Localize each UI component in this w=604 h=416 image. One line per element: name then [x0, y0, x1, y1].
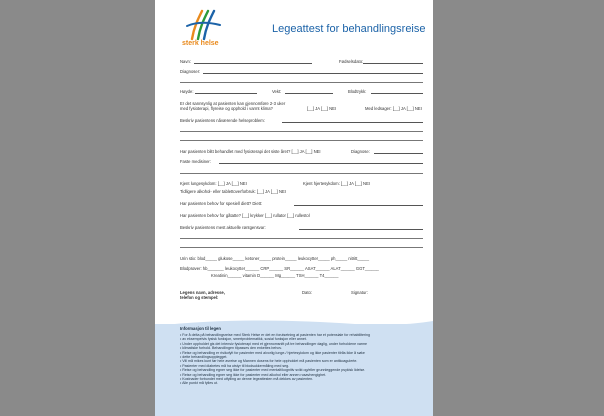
info-bullet: • dette behandlingsopplegget.	[180, 355, 415, 359]
label-rontgen: Beskriv pasientens mest aktuelle røntgensvar:	[180, 225, 266, 230]
info-bullet: • Under oppholdet gis det intensiv fysioterapi med et gjennomsnitt på tre behandlinger daglig, under forholdene varme	[180, 342, 415, 346]
info-bullet: • av eksempelvis fysisk funksjon, smertproblematikk, sosial funksjon eller annet.	[180, 337, 415, 341]
question-ledsager[interactable]: Med ledsager: [__] JA [__] NEI	[365, 106, 422, 111]
field-diagnoser-line[interactable]	[180, 82, 423, 83]
question-ganghjelpemiddel[interactable]: Har pasienten behov for gåtatte? [__] krykker [__] rullator [__] rullestol	[180, 213, 310, 218]
field-diagnose[interactable]	[374, 153, 423, 154]
label-beskriv-helse: Beskriv pasientens nåværende helseproblem:	[180, 118, 265, 123]
field-medisiner[interactable]	[219, 163, 423, 164]
info-bullet: • klimatiske forhold. Behandlingen tilpasses den enkeltes behov.	[180, 346, 415, 350]
info-bullet: • Reise og behandling egner seg ikke for pasienter med mentalt/kognitiv svikt og/eller grunnleggende psykisk lidelse.	[180, 368, 415, 372]
question-alkohol[interactable]: Tidligere alkohol- eller tablettoverforbruk: [__] JA [__] NEI	[180, 189, 286, 194]
field-hoyde[interactable]	[195, 93, 257, 94]
label-signatur: Signatur:	[351, 290, 368, 295]
field-blodtrykk[interactable]	[371, 93, 423, 94]
question-hjertesykdom[interactable]: Kjent hjertesykdom: [__] JA [__] NEI	[303, 181, 371, 186]
field-rontgen[interactable]	[299, 229, 423, 230]
label-legens-navn: Legens navn, adresse,	[180, 290, 225, 295]
label-fodselsdato: Fødselsdato:	[339, 59, 364, 64]
document-page	[155, 0, 433, 416]
field-navn[interactable]	[194, 63, 312, 64]
question-gjennomfore-2: med fysioterapi, flyreise og opphold i varmt klima?	[180, 106, 273, 111]
field-fodselsdato[interactable]	[363, 63, 423, 64]
label-diagnose: Diagnose:	[351, 149, 370, 154]
logo-text: sterk helse	[182, 40, 219, 47]
info-bullet-list	[180, 333, 415, 386]
row-blodprover[interactable]: Blodprøver: hb_______ leukocytter______ CRP______ SR______ ASAT______ ALAT______ GGT______	[180, 266, 379, 271]
field-medisiner-line[interactable]	[180, 173, 423, 174]
question-fysioterapi[interactable]: Har pasienten blitt behandlet med fysioterapi det siste året? [__] JA [__] NEI	[180, 149, 321, 154]
info-bullet: • Alle punkt må fylles ut.	[180, 381, 415, 385]
info-bullet: • For å delta på behandlingsreise med Sterk Helse er det en forutsetning at pasienten har et potensiale for rehabilitering	[180, 333, 415, 337]
info-bullet: • Reise og behandling egner seg ikke for pasienter med alkohol eller annen rusavhengighet.	[180, 373, 415, 377]
field-vekt[interactable]	[285, 93, 333, 94]
question-lungesykdom[interactable]: Kjent lungesykdom: [__] JA [__] NEI	[180, 181, 247, 186]
label-hoyde: Høyde:	[180, 89, 194, 94]
field-diett[interactable]	[294, 205, 423, 206]
page-title: Legeattest for behandlingsreise	[272, 23, 426, 35]
field-rontgen-line-1[interactable]	[180, 238, 423, 239]
field-rontgen-line-2[interactable]	[180, 247, 423, 248]
field-beskriv-helse[interactable]	[282, 122, 423, 123]
label-blodtrykk: Blodtrykk:	[348, 89, 367, 94]
label-legens-telefon: telefon og stempel:	[180, 295, 219, 300]
label-navn: Navn:	[180, 59, 191, 64]
label-diagnoser: Diagnoser:	[180, 69, 201, 74]
info-bullet: • Reise og behandling er risikofylt for pasienter med alvorlig lunge-/ hjertesykdom og ikke pasienter tilrås ikke å søke	[180, 351, 415, 355]
label-vekt: Vekt:	[272, 89, 282, 94]
info-bullet: • Kostnader forbundet med utfylling av denne legeattesten må dekkes av pasienten.	[180, 377, 415, 381]
label-diett: Har pasienten behov for spesiell diett? Diett:	[180, 201, 263, 206]
field-diagnoser[interactable]	[203, 73, 423, 74]
question-gjennomfore-options[interactable]: [__] JA [__] NEI	[307, 106, 337, 111]
field-beskriv-helse-line-2[interactable]	[180, 140, 423, 141]
info-bullet: • Vill må mikes kunt før hele avreise og Mannen dosens for hele oppholdet må pasienten som er antikoagulerte.	[180, 359, 415, 363]
row-blodprover-2[interactable]: Kreatinin______ vitamin D______ Mg______ TSH______ T4______	[211, 273, 339, 278]
label-medisiner: Faste medisiner:	[180, 159, 211, 164]
row-urin-stix[interactable]: Urin stix: blod_____ glukose_____ ketoner_____ protein_____ leukocytter_____ ph_____ nitritt_____	[180, 256, 370, 261]
label-dato: Dato:	[302, 290, 313, 295]
info-bullet: • Pasienter med diabetes må ha utstyr til blodsukkermåling med seg.	[180, 364, 415, 368]
field-beskriv-helse-line-1[interactable]	[180, 131, 423, 132]
info-title: Informasjon til legen	[180, 326, 221, 331]
question-gjennomfore-1: Er det sannsynlig at pasienten kan gjennomføre 2-3 uker	[180, 101, 286, 106]
